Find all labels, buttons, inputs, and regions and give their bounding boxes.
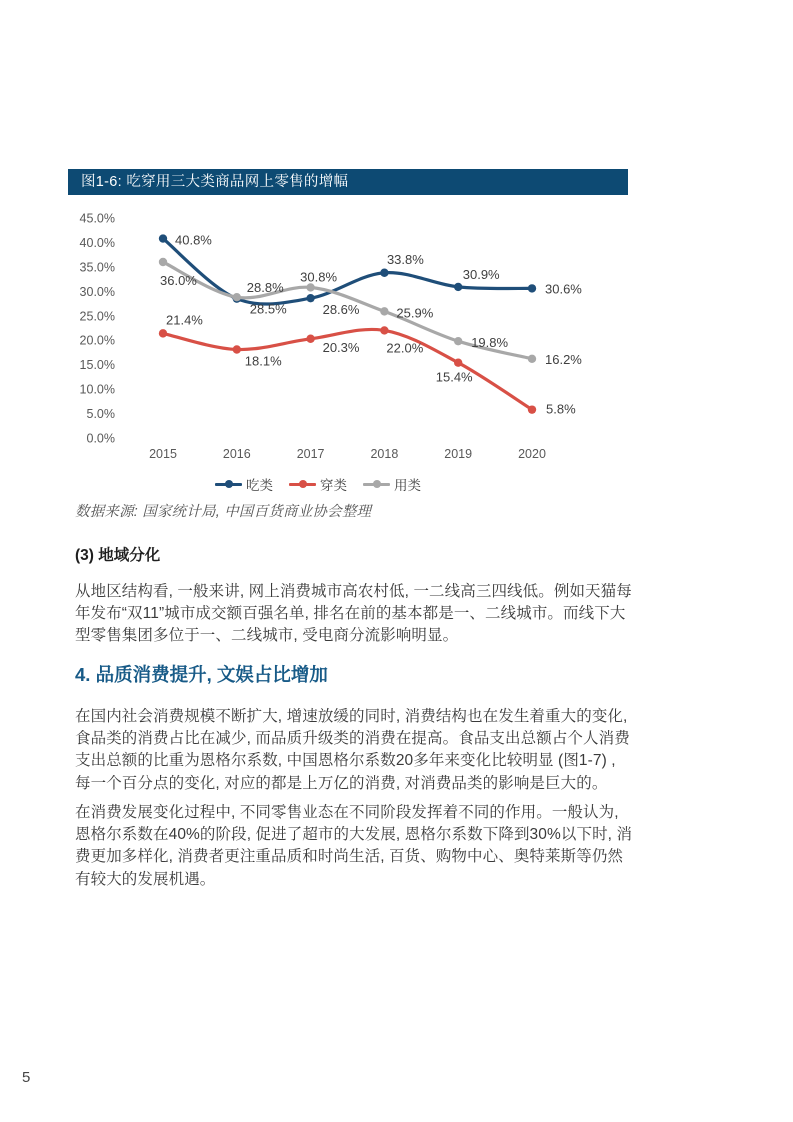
data-label-1: 15.4% <box>435 369 473 385</box>
data-label-0: 28.6% <box>322 302 360 318</box>
y-axis-tick-label: 15.0% <box>79 358 115 373</box>
y-axis-tick-label: 5.0% <box>86 407 115 422</box>
legend-item-use <box>363 474 421 494</box>
series-marker-1 <box>454 359 462 367</box>
series-marker-1 <box>159 329 167 337</box>
x-axis-tick-label: 2016 <box>222 447 251 461</box>
figure-title-bar: 图1-6: 吃穿用三大类商品网上零售的增幅 <box>68 169 628 195</box>
data-label-2: 19.8% <box>471 335 509 351</box>
series-marker-0 <box>454 283 462 291</box>
series-marker-1 <box>306 335 314 343</box>
data-label-1: 5.8% <box>546 401 576 417</box>
data-label-2: 36.0% <box>160 273 197 288</box>
x-axis-tick-label: 2015 <box>149 447 177 461</box>
series-marker-1 <box>233 345 241 353</box>
y-axis-tick-label: 0.0% <box>86 431 115 446</box>
legend-item-wear <box>289 474 347 494</box>
data-source-note: 数据来源: 国家统计局, 中国百货商业协会整理 <box>75 504 372 520</box>
paragraph-quality-2: 在消费发展变化过程中, 不同零售业态在不同阶段发挥着不同的作用。一般认为, 恩格尔系数在40%的阶段, 促进了超市的大发展, 恩格尔系数下降到30%以下时, 消费更加多样化, 消费者更注重品质和时尚生活, 百货、购物中心、奥特莱斯等仍然有较大的发展机遇。 <box>75 804 633 888</box>
series-marker-2 <box>159 258 167 266</box>
legend-swatch-wear-icon <box>289 483 316 486</box>
series-marker-1 <box>528 405 536 413</box>
legend-label-use: 用类 <box>394 478 421 493</box>
series-marker-2 <box>233 293 241 301</box>
x-axis-tick-label: 2019 <box>444 447 473 461</box>
y-axis-tick-label: 10.0% <box>79 382 115 397</box>
legend-label-wear: 穿类 <box>320 478 347 493</box>
legend-item-eat <box>215 474 273 494</box>
section-heading-region: (3) 地域分化 <box>75 547 161 564</box>
y-axis-tick-label: 40.0% <box>79 235 115 250</box>
data-label-2: 16.2% <box>545 351 582 367</box>
data-label-2: 30.8% <box>300 269 338 285</box>
chart-legend <box>68 474 568 494</box>
line-chart <box>60 200 660 468</box>
y-axis-tick-label: 35.0% <box>79 260 115 275</box>
series-marker-2 <box>454 337 462 345</box>
y-axis-tick-label: 20.0% <box>79 333 115 348</box>
data-label-2: 28.8% <box>246 280 284 296</box>
series-marker-0 <box>159 234 167 242</box>
paragraph-quality-1: 在国内社会消费规模不断扩大, 增速放缓的同时, 消费结构也在发生着重大的变化, 食品类的消费占比在减少, 而品质升级类的消费在提高。食品支出总额占个人消费支出总额的比重为恩格尔系数, 中国恩格尔系数20多年来变化比较明显 (图1-7) , 每一个百分点的变化, 对应的都是上万亿的消费, 对消费品类的影响是巨大的。 <box>75 708 630 792</box>
section-heading-quality: 4. 品质消费提升, 文娱占比增加 <box>75 664 328 685</box>
x-axis-tick-label: 2018 <box>370 447 399 461</box>
series-marker-0 <box>528 284 536 292</box>
series-marker-0 <box>306 294 314 302</box>
legend-swatch-eat-icon <box>215 483 242 486</box>
series-marker-2 <box>380 307 388 315</box>
y-axis-tick-label: 30.0% <box>79 284 115 299</box>
series-marker-0 <box>380 269 388 277</box>
legend-swatch-use-icon <box>363 483 390 486</box>
series-marker-2 <box>528 355 536 363</box>
y-axis-tick-label: 25.0% <box>79 309 115 324</box>
series-marker-2 <box>306 283 314 291</box>
legend-label-eat: 吃类 <box>246 478 273 493</box>
page-number: 5 <box>22 1069 31 1086</box>
data-label-2: 25.9% <box>396 305 434 321</box>
x-axis-tick-label: 2017 <box>296 447 325 461</box>
data-label-1: 22.0% <box>386 340 424 356</box>
series-marker-1 <box>380 326 388 334</box>
data-label-0: 28.5% <box>249 301 287 317</box>
paragraph-region: 从地区结构看, 一般来讲, 网上消费城市高农村低, 一二线高三四线低。例如天猫每年发布“双11”城市成交额百强名单, 排名在前的基本都是一、二线城市。而线下大型零售集团多位于一、二线城市, 受电商分流影响明显。 <box>75 583 632 645</box>
y-axis-tick-label: 45.0% <box>79 211 115 226</box>
data-label-0: 40.8% <box>175 232 212 248</box>
data-label-1: 18.1% <box>244 353 282 369</box>
data-label-0: 33.8% <box>386 251 424 267</box>
data-label-1: 21.4% <box>166 312 203 328</box>
data-label-1: 20.3% <box>322 339 360 355</box>
data-label-0: 30.6% <box>545 281 582 297</box>
x-axis-tick-label: 2020 <box>518 447 546 461</box>
data-label-0: 30.9% <box>462 266 500 282</box>
